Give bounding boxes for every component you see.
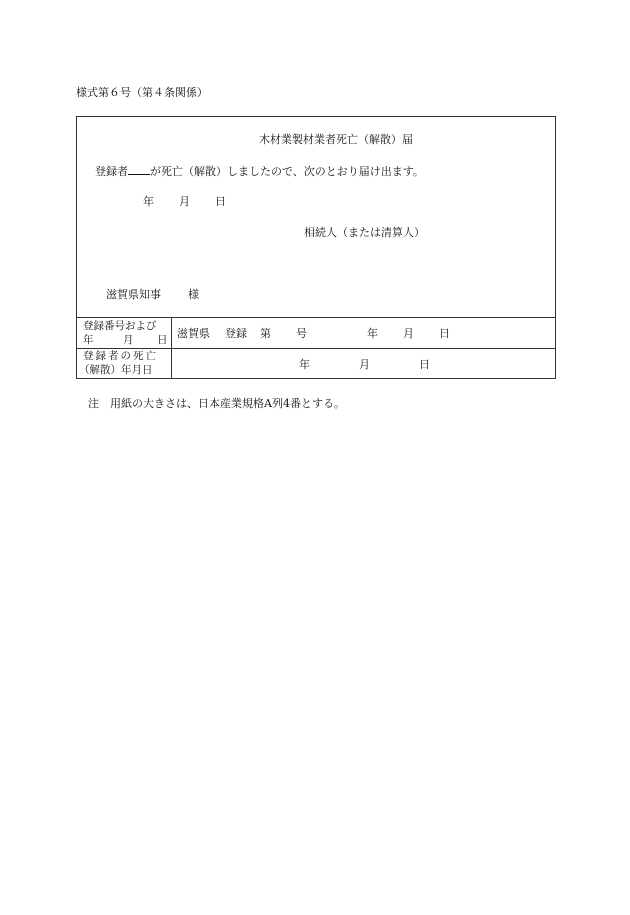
honorific: 様: [188, 288, 199, 301]
form-title: 木材業製材業者死亡（解散）届: [259, 133, 413, 146]
applicant-label: 相続人（または清算人）: [304, 226, 425, 239]
statement-prefix: 登録者: [95, 165, 128, 178]
date-month: 月: [179, 195, 190, 208]
row2-month: 月: [359, 358, 370, 371]
row1-registration: 登録: [225, 327, 247, 340]
table-column-divider: [171, 317, 172, 379]
form-number: 様式第６号（第４条関係）: [76, 86, 208, 99]
row1-label-year: 年: [83, 334, 94, 346]
row1-go: 号: [296, 327, 307, 340]
table-top-border: [77, 317, 555, 318]
row2-year: 年: [299, 358, 310, 371]
date-year: 年: [143, 195, 154, 208]
table-row-divider: [77, 348, 555, 349]
row1-year: 年: [367, 327, 378, 340]
date-day: 日: [215, 195, 226, 208]
addressee: 滋賀県知事: [106, 288, 161, 301]
statement: [95, 165, 424, 177]
registrant-blank[interactable]: [128, 165, 150, 175]
statement-suffix: が死亡（解散）しましたので、次のとおり届け出ます。: [150, 165, 424, 178]
row1-label-month: 月: [123, 334, 134, 346]
row2-label-line1: 登録者の死亡: [83, 350, 158, 362]
row1-prefecture: 滋賀県: [177, 327, 210, 340]
row1-label-line1: 登録番号および: [83, 320, 157, 332]
row2-label-line2: （解散）年月日: [79, 364, 153, 376]
form-box: [76, 116, 556, 379]
row2-day: 日: [419, 358, 430, 371]
row1-dai: 第: [260, 327, 271, 340]
row1-day: 日: [439, 327, 450, 340]
row1-label-day: 日: [157, 334, 168, 346]
paper-size-note: 注 用紙の大きさは、日本産業規格A列4番とする。: [88, 397, 345, 410]
row1-month: 月: [403, 327, 414, 340]
